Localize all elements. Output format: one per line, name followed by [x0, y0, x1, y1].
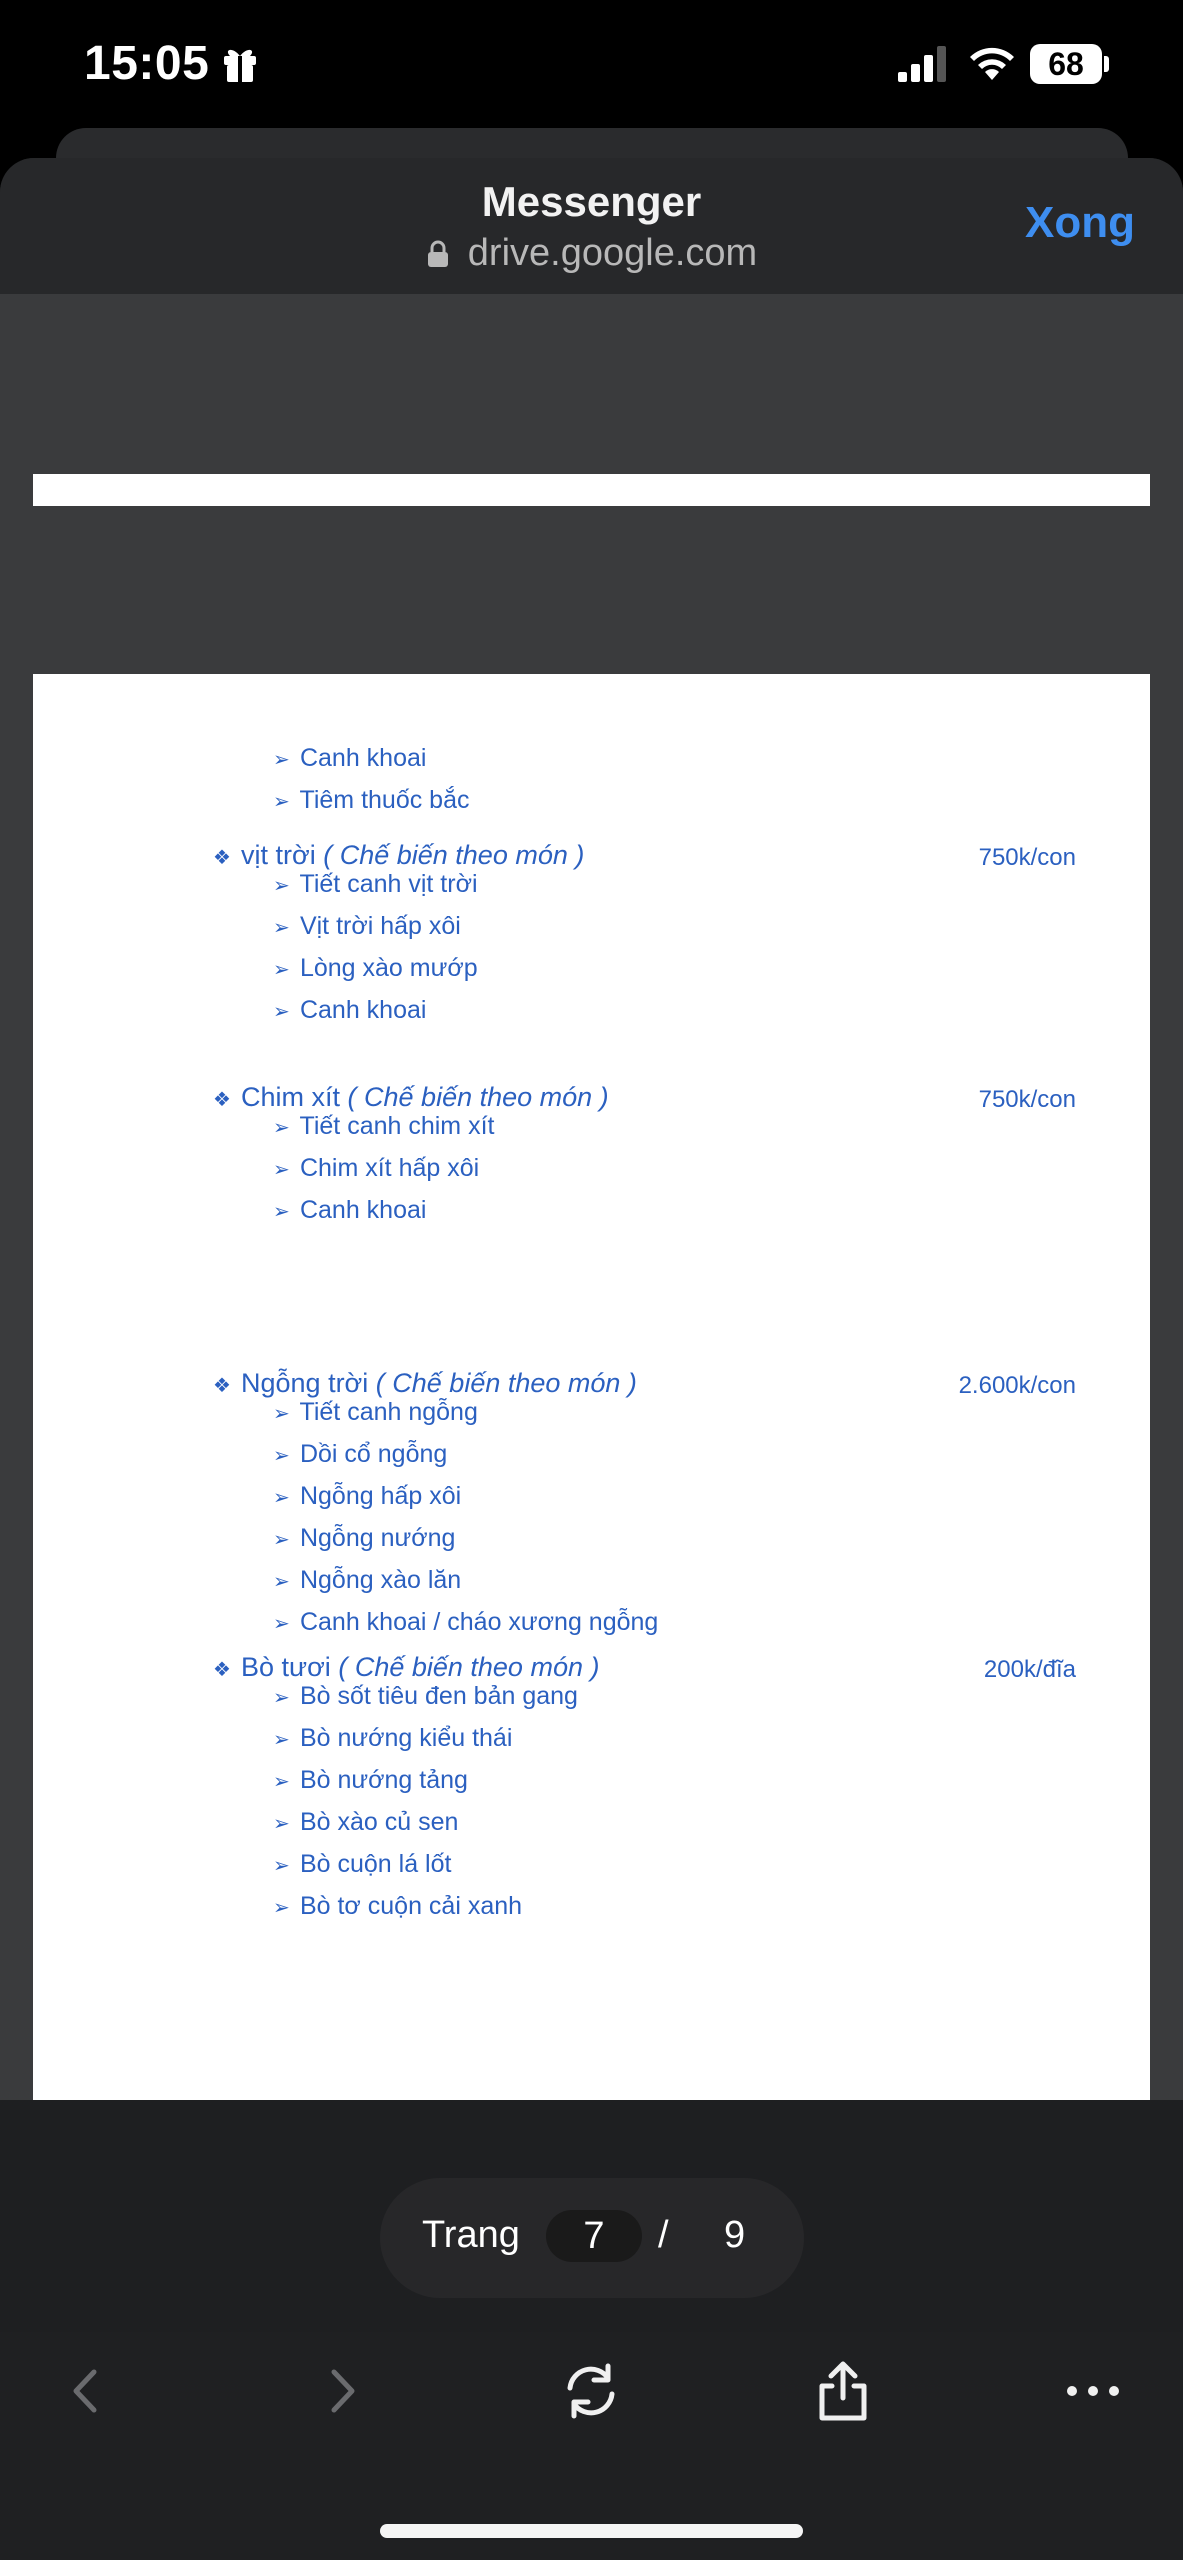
arrow-bullet-icon: ➢: [273, 1571, 290, 1593]
pdf-viewer[interactable]: [0, 294, 1183, 2100]
list-item: ➢ Canh khoai: [273, 996, 427, 1024]
pdf-page-previous: [33, 474, 1150, 506]
pdf-page-7: [33, 674, 1150, 2100]
list-item: ➢ Bò cuộn lá lốt: [273, 1850, 452, 1878]
menu-dish-heading: ❖ Ngỗng trời ( Chế biến theo món ): [213, 1368, 637, 1398]
arrow-bullet-icon: ➢: [273, 1445, 290, 1467]
list-item: ➢ Canh khoai: [273, 744, 427, 772]
dish-price: 2.600k/con: [958, 1372, 1076, 1399]
diamond-bullet-icon: ❖: [213, 1375, 231, 1397]
page-separator: /: [658, 2214, 669, 2256]
menu-dish-heading: ❖ Bò tươi ( Chế biến theo món ): [213, 1652, 600, 1682]
list-item: ➢ Canh khoai / cháo xương ngỗng: [273, 1608, 659, 1636]
list-item: ➢ Dồi cổ ngỗng: [273, 1440, 448, 1468]
arrow-bullet-icon: ➢: [273, 749, 290, 771]
list-item: ➢ Tiêm thuốc bắc: [273, 786, 470, 814]
page-indicator[interactable]: [380, 2178, 804, 2298]
forward-icon[interactable]: [308, 2358, 374, 2424]
home-indicator[interactable]: [380, 2524, 803, 2538]
wifi-icon: [966, 42, 1018, 84]
list-item: ➢ Bò nướng kiểu thái: [273, 1724, 513, 1752]
diamond-bullet-icon: ❖: [213, 847, 231, 869]
diamond-bullet-icon: ❖: [213, 1659, 231, 1681]
diamond-bullet-icon: ❖: [213, 1089, 231, 1111]
pdf-page-8: [33, 2016, 1150, 2100]
list-item: ➢ Canh khoai: [273, 1196, 427, 1224]
list-item: ➢ Vịt trời hấp xôi: [273, 912, 461, 940]
url-text: drive.google.com: [467, 232, 758, 274]
list-item: ➢ Ngỗng nướng: [273, 1524, 456, 1552]
dish-price: 200k/đĩa: [983, 1656, 1076, 1683]
dish-price: 750k/con: [978, 1086, 1076, 1113]
gift-icon: [222, 44, 258, 84]
arrow-bullet-icon: ➢: [273, 875, 290, 897]
dish-price: 750k/con: [978, 844, 1076, 871]
arrow-bullet-icon: ➢: [273, 1487, 290, 1509]
arrow-bullet-icon: ➢: [273, 1729, 290, 1751]
list-item: ➢ Lòng xào mướp: [273, 954, 478, 982]
list-item: ➢ Bò tơ cuộn cải xanh: [273, 1892, 523, 1920]
arrow-bullet-icon: ➢: [273, 1403, 290, 1425]
arrow-bullet-icon: ➢: [273, 1201, 290, 1223]
lock-icon: [426, 240, 450, 268]
list-item: ➢ Chim xít hấp xôi: [273, 1154, 480, 1182]
list-item: ➢ Tiết canh vịt trời: [273, 870, 478, 898]
arrow-bullet-icon: ➢: [273, 791, 290, 813]
battery-nub: [1104, 56, 1109, 72]
arrow-bullet-icon: ➢: [273, 1813, 290, 1835]
list-item: ➢ Ngỗng hấp xôi: [273, 1482, 462, 1510]
list-item: ➢ Bò nướng tảng: [273, 1766, 468, 1794]
arrow-bullet-icon: ➢: [273, 1159, 290, 1181]
list-item: ➢ Ngỗng xào lăn: [273, 1566, 462, 1594]
list-item: ➢ Bò sốt tiêu đen bản gang: [273, 1682, 578, 1710]
done-button[interactable]: Xong: [1025, 198, 1135, 247]
arrow-bullet-icon: ➢: [273, 1529, 290, 1551]
arrow-bullet-icon: ➢: [273, 917, 290, 939]
current-page-field[interactable]: 7: [546, 2210, 642, 2262]
menu-dish-heading: ❖ Chim xít ( Chế biến theo món ): [213, 1082, 609, 1112]
menu-dish-heading: ❖ vịt trời ( Chế biến theo món ): [213, 840, 585, 870]
arrow-bullet-icon: ➢: [273, 1687, 290, 1709]
sheet-title: Messenger: [481, 178, 702, 225]
arrow-bullet-icon: ➢: [273, 1897, 290, 1919]
arrow-bullet-icon: ➢: [273, 1117, 290, 1139]
total-pages: 9: [724, 2214, 746, 2256]
cellular-signal-icon: [896, 44, 948, 84]
battery-level: 68: [1030, 44, 1102, 84]
reload-icon[interactable]: [558, 2358, 624, 2424]
list-item: ➢ Tiết canh chim xít: [273, 1112, 495, 1140]
list-item: ➢ Bò xào củ sen: [273, 1808, 459, 1836]
share-icon[interactable]: [810, 2358, 876, 2424]
status-bar: [0, 0, 1183, 140]
sheet-header: [0, 158, 1183, 298]
arrow-bullet-icon: ➢: [273, 1001, 290, 1023]
list-item: ➢ Tiết canh ngỗng: [273, 1398, 478, 1426]
more-horizontal-icon[interactable]: [1060, 2358, 1126, 2424]
back-icon[interactable]: [54, 2358, 120, 2424]
arrow-bullet-icon: ➢: [273, 1771, 290, 1793]
arrow-bullet-icon: ➢: [273, 959, 290, 981]
arrow-bullet-icon: ➢: [273, 1855, 290, 1877]
arrow-bullet-icon: ➢: [273, 1613, 290, 1635]
sheet-url: [0, 232, 1183, 275]
status-time: 15:05: [84, 37, 210, 90]
page-indicator-label: Trang: [422, 2214, 520, 2256]
